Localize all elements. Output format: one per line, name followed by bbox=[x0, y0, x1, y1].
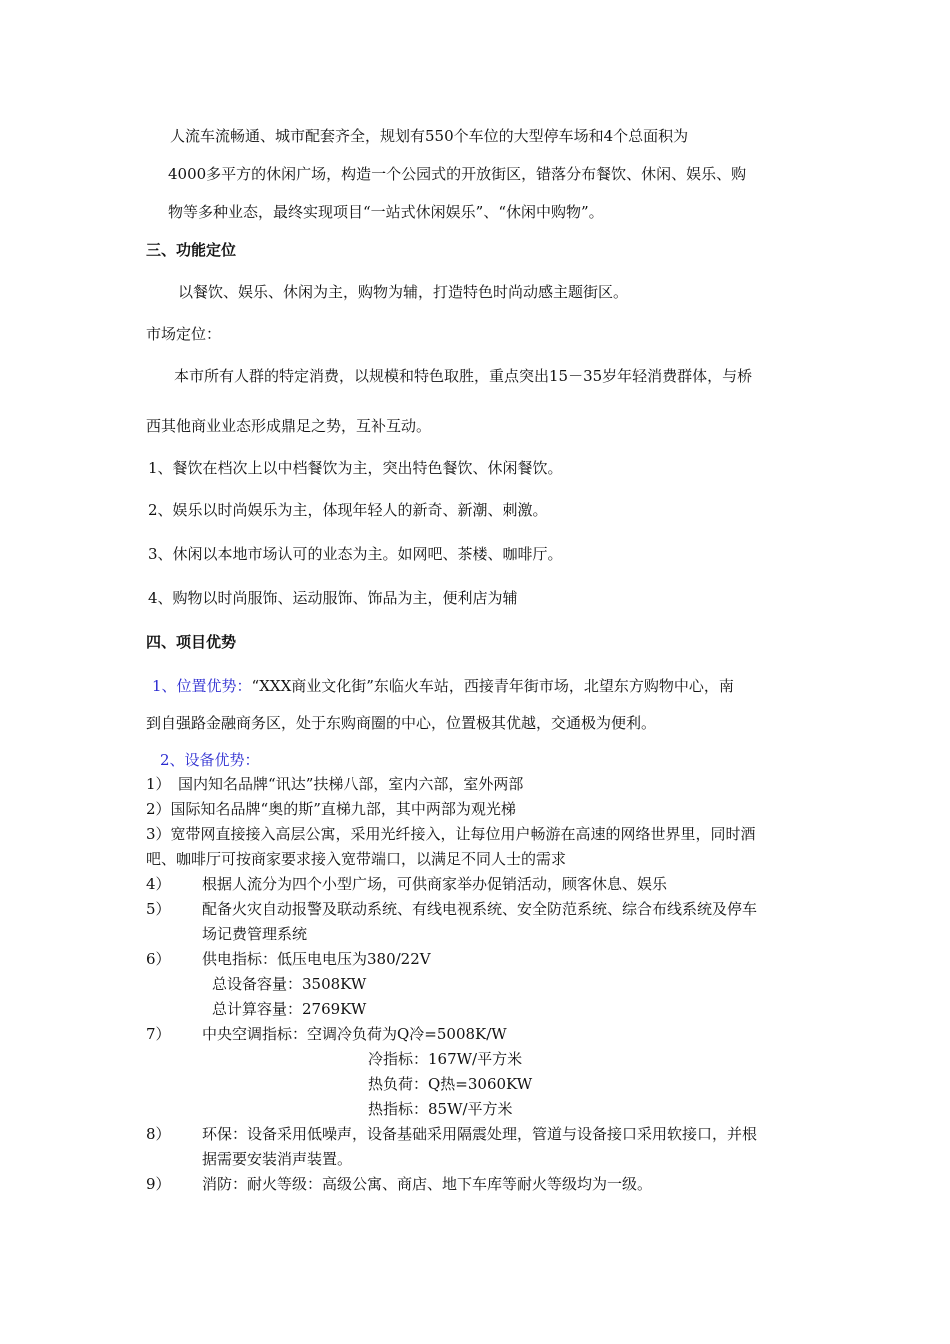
equipment-item-6-line-2: 总设备容量：3508KW bbox=[212, 975, 367, 993]
section-heading-advantages: 四、项目优势 bbox=[146, 633, 237, 651]
equipment-item-3-line-2: 吧、咖啡厅可按商家要求接入宽带端口，以满足不同人士的需求 bbox=[146, 850, 567, 868]
market-text-line-2: 西其他商业业态形成鼎足之势，互补互动。 bbox=[146, 417, 432, 435]
location-advantage-label: 1、位置优势： bbox=[152, 677, 252, 695]
equipment-item-8-line-2: 据需要安装消声装置。 bbox=[202, 1150, 353, 1168]
equipment-item-5-line-2: 场记费管理系统 bbox=[202, 925, 308, 943]
equipment-item-5-line-1: 配备火灾自动报警及联动系统、有线电视系统、安全防范系统、综合布线系统及停车 bbox=[202, 900, 758, 918]
market-item-2: 2、娱乐以时尚娱乐为主，体现年轻人的新奇、新潮、刺激。 bbox=[148, 501, 548, 519]
market-text-line-1: 本市所有人群的特定消费，以规模和特色取胜，重点突出15－35岁年轻消费群体，与桥 bbox=[174, 367, 753, 385]
function-positioning-text: 以餐饮、娱乐、休闲为主，购物为辅，打造特色时尚动感主题街区。 bbox=[178, 283, 629, 301]
market-positioning-label: 市场定位： bbox=[146, 325, 222, 343]
section-heading-function: 三、功能定位 bbox=[146, 241, 237, 259]
market-item-3: 3、休闲以本地市场认可的业态为主。如网吧、茶楼、咖啡厅。 bbox=[148, 545, 563, 563]
equipment-item-6-number: 6） bbox=[146, 950, 171, 968]
equipment-item-7-number: 7） bbox=[146, 1025, 171, 1043]
equipment-item-7-line-2: 冷指标：167W/平方米 bbox=[368, 1050, 523, 1068]
equipment-item-2: 2）国际知名品牌“奥的斯”直梯九部，其中两部为观光梯 bbox=[146, 800, 516, 818]
equipment-item-3-line-1: 3）宽带网直接接入高层公寓，采用光纤接入，让每位用户畅游在高速的网络世界里，同时酒 bbox=[146, 825, 756, 843]
equipment-item-4-text: 根据人流分为四个小型广场，可供商家举办促销活动，顾客休息、娱乐 bbox=[202, 875, 668, 893]
equipment-item-9-number: 9） bbox=[146, 1175, 171, 1193]
equipment-item-7-line-4: 热指标：85W/平方米 bbox=[368, 1100, 513, 1118]
location-advantage-text: “XXX商业文化街”东临火车站，西接青年街市场，北望东方购物中心，南 bbox=[251, 677, 734, 695]
equipment-item-1: 1） 国内知名品牌“讯达”扶梯八部，室内六部，室外两部 bbox=[146, 775, 524, 793]
equipment-item-8-line-1: 环保：设备采用低噪声，设备基础采用隔震处理，管道与设备接口采用软接口，并根 bbox=[202, 1125, 758, 1143]
intro-line-3: 物等多种业态，最终实现项目“一站式休闲娱乐”、“休闲中购物”。 bbox=[168, 203, 604, 221]
location-advantage-line-1 bbox=[152, 676, 734, 696]
intro-line-1: 人流车流畅通、城市配套齐全，规划有550个车位的大型停车场和4个总面积为 bbox=[170, 127, 689, 145]
equipment-item-5-number: 5） bbox=[146, 900, 171, 918]
market-item-1: 1、餐饮在档次上以中档餐饮为主，突出特色餐饮、休闲餐饮。 bbox=[148, 459, 563, 477]
equipment-item-6-line-1: 供电指标：低压电电压为380/22V bbox=[202, 950, 431, 968]
equipment-item-9-text: 消防：耐火等级：高级公寓、商店、地下车库等耐火等级均为一级。 bbox=[202, 1175, 653, 1193]
equipment-item-8-number: 8） bbox=[146, 1125, 171, 1143]
equipment-item-7-line-3: 热负荷：Q热=3060KW bbox=[368, 1075, 533, 1093]
equipment-item-4-number: 4） bbox=[146, 875, 171, 893]
location-advantage-line-2: 到自强路金融商务区，处于东购商圈的中心，位置极其优越，交通极为便利。 bbox=[146, 714, 657, 732]
equipment-item-7-line-1: 中央空调指标：空调冷负荷为Q冷=5008K/W bbox=[202, 1025, 507, 1043]
equipment-advantage-label: 2、设备优势： bbox=[160, 751, 260, 769]
market-item-4: 4、购物以时尚服饰、运动服饰、饰品为主，便利店为辅 bbox=[148, 589, 518, 607]
equipment-item-6-line-3: 总计算容量：2769KW bbox=[212, 1000, 367, 1018]
intro-line-2: 4000多平方的休闲广场，构造一个公园式的开放街区，错落分布餐饮、休闲、娱乐、购 bbox=[168, 165, 747, 183]
